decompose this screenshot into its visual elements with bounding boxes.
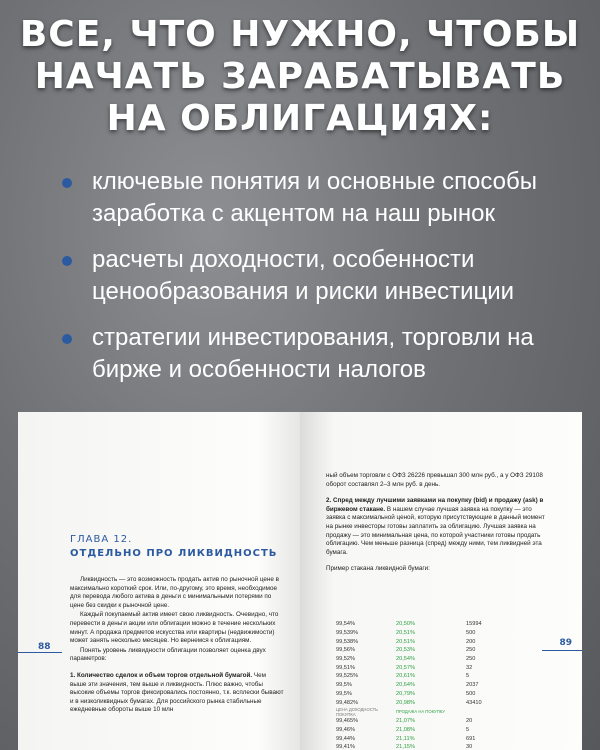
- left-page-text: [70, 576, 284, 716]
- table-row: [336, 717, 506, 726]
- table-cell: 99,41%: [336, 744, 355, 750]
- bullet-dot-icon: [62, 334, 72, 344]
- table-cell: 2037: [466, 682, 479, 689]
- headline: [0, 14, 600, 140]
- table-row: [336, 690, 506, 699]
- list-item-bold: 2. Спред между лучшими заявками на покупку (bid) и продажу (ask) в биржевом стакане.: [326, 497, 544, 513]
- table-cell: 15994: [466, 621, 482, 628]
- table-row: [336, 681, 506, 690]
- feature-text: расчеты доходности, особенности ценообразования и риски инвестиции: [92, 246, 515, 305]
- left-page: [18, 412, 300, 750]
- table-row: [336, 620, 506, 629]
- bullet-dot-icon: [62, 256, 72, 266]
- table-cell: 99,538%: [336, 638, 359, 645]
- table-cell: 30: [466, 744, 473, 750]
- table-cell: 20,61%: [396, 673, 415, 680]
- list-item: [326, 497, 552, 557]
- table-cell: 43410: [466, 699, 482, 706]
- table-cell: 99,56%: [336, 647, 355, 654]
- table-row: [336, 672, 506, 681]
- table-cell: 250: [466, 656, 476, 663]
- table-cell: 21,15%: [396, 744, 415, 750]
- table-cell: 99,5%: [336, 690, 352, 697]
- page-number-left: 88: [38, 642, 51, 652]
- table-cell: 99,482%: [336, 699, 359, 706]
- feature-item: [62, 322, 582, 386]
- table-cell: 32: [466, 664, 473, 671]
- table-cell: 20,64%: [396, 682, 415, 689]
- table-cell: 99,5%: [336, 682, 352, 689]
- table-cell: 21,11%: [396, 735, 415, 742]
- table-cell: 99,539%: [336, 630, 359, 637]
- table-row: [336, 637, 506, 646]
- table-row: [336, 743, 506, 750]
- list-item-bold: 1. Количество сделок и объем торгов отдельной бумагой.: [70, 671, 253, 679]
- paragraph: Каждый покупаемый актив имеет свою ликвидность. Очевидно, что перевести в деньги акции или облигации можно в течение нескольких минут. А продажа предметов искусства или квартиры (недвижимости) может занять несколько месяцев. Но вернемся к облигациям.: [70, 611, 279, 645]
- table-header-row: [336, 707, 506, 717]
- list-item-text: В нашем случае лучшая заявка на покупку — это заявка с максимальной ценой, которую присутствующие в данный момент на рынке инвесторы готовы заплатить за облигацию. Лучшая заявка на продажу — это минимальная цена, по которой участники готовы продать облигацию. Чем меньше разница (спред) между ними, тем ликвидней эта бумага.: [326, 505, 545, 556]
- order-book-table: [336, 620, 506, 750]
- headline-line-1: ВСЕ, ЧТО НУЖНО, ЧТОБЫ: [19, 14, 581, 55]
- table-cell: 99,46%: [336, 726, 355, 733]
- book-spread: [18, 412, 582, 750]
- table-header: ПРОДАЖА НА ПОКУПКУ: [396, 709, 445, 715]
- table-cell: 21,08%: [396, 726, 415, 733]
- table-cell: 99,465%: [336, 718, 359, 725]
- table-cell: 500: [466, 630, 476, 637]
- page-number-rule: [542, 650, 582, 651]
- table-cell: 5: [466, 726, 470, 733]
- headline-line-3: НА ОБЛИГАЦИЯХ:: [106, 98, 494, 139]
- right-page-text: [326, 472, 552, 575]
- table-cell: 200: [466, 638, 476, 645]
- table-cell: 20,53%: [396, 647, 415, 654]
- table-row: [336, 655, 506, 664]
- paragraph: Понять уровень ликвидности облигации позволяет оценка двух параметров:: [70, 646, 266, 663]
- table-row: [336, 726, 506, 735]
- headline-line-2: НАЧАТЬ ЗАРАБАТЫВАТЬ: [34, 56, 566, 97]
- feature-text: ключевые понятия и основные способы заработка с акцентом на наш рынок: [92, 168, 538, 227]
- table-cell: 21,07%: [396, 718, 415, 725]
- table-cell: 500: [466, 690, 476, 697]
- table-cell: 20,51%: [396, 630, 415, 637]
- table-cell: 99,525%: [336, 673, 359, 680]
- page-number-rule: [18, 652, 62, 653]
- page-number-right: 89: [559, 638, 572, 648]
- feature-text: стратегии инвестирования, торговли на бирже и особенности налогов: [92, 324, 534, 383]
- chapter-title: ОТДЕЛЬНО ПРО ЛИКВИДНОСТЬ: [70, 548, 278, 559]
- table-header: ЦЕНА ДОХОДНОСТЬ ПОКУПКА: [336, 706, 378, 717]
- table-row: [336, 646, 506, 655]
- feature-item: [62, 166, 582, 230]
- table-cell: 20,54%: [396, 656, 415, 663]
- feature-item: [62, 244, 582, 308]
- table-cell: 99,54%: [336, 621, 355, 628]
- table-cell: 5: [466, 673, 470, 680]
- table-cell: 250: [466, 647, 476, 654]
- table-cell: 20,51%: [396, 638, 415, 645]
- table-row: [336, 663, 506, 672]
- table-cell: 20,57%: [396, 664, 415, 671]
- paragraph: ный объем торговли с ОФЗ 26226 превышал 300 млн руб., а у ОФЗ 29108 оборот составлял 2–3 млн руб. в день.: [326, 472, 543, 488]
- right-page: [300, 412, 582, 750]
- chapter-number: ГЛАВА 12.: [70, 534, 133, 545]
- table-row: [336, 734, 506, 743]
- feature-list: [62, 166, 582, 400]
- table-caption: Пример стакана ликвидной бумаги:: [326, 565, 430, 573]
- list-item: [70, 672, 284, 715]
- table-cell: 691: [466, 735, 476, 742]
- table-cell: 99,51%: [336, 664, 355, 671]
- table-cell: 20: [466, 718, 473, 725]
- table-row: [336, 698, 506, 707]
- table-cell: 99,52%: [336, 656, 355, 663]
- table-cell: 20,79%: [396, 690, 415, 697]
- bullet-dot-icon: [62, 178, 72, 188]
- list-item-text: Чем выше эти значения, тем выше и ликвидность. Плюс важно, чтобы высокие объемы торгов фиксировались постоянно, т.к. всплески бывают и в низколиквидных бумагах. Для российского рынка стабильные ежедневные обороты выше 10 млн: [70, 671, 284, 714]
- table-cell: 20,50%: [396, 621, 415, 628]
- table-cell: 99,44%: [336, 735, 355, 742]
- table-cell: 20,98%: [396, 699, 415, 706]
- table-row: [336, 629, 506, 638]
- paragraph: Ликвидность — это возможность продать актив по рыночной цене в максимально короткий срок. Или, по-другому, это время, необходимое для перевода любого актива в деньги с минимальными потерями по цене без скидки к рыночной цене.: [70, 576, 279, 609]
